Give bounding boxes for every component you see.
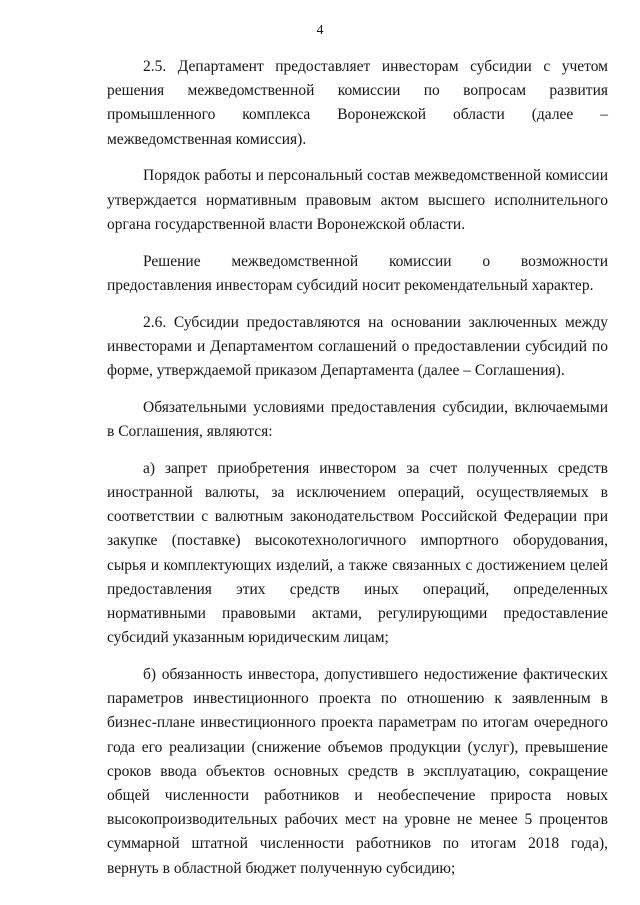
paragraph-2-5: 2.5. Департамент предоставляет инвесторам субсидии с учетом решения межведомственной комиссии по вопросам развития промышленного комплекса Воронежской области (далее – межведомственная комиссия). bbox=[107, 58, 608, 148]
paragraph-commission-decision: Решение межведомственной комиссии о возможности предоставления инвесторам субсидий носит рекомендательный характер. bbox=[107, 252, 608, 294]
paragraph-condition-a: а) запрет приобретения инвестором за счет полученных средств иностранной валюты, за исключением операций, осуществляемых в соответствии с валютным законодательством Российской Федерации при закупке (поставке) высокотехнологичного импортного оборудования, сырья и комплектующих изделий, а также связанных с достижением целей предоставления этих средств иных операций, определенных нормативными правовыми актами, регулирующими предоставление субсидий указанным юридическим лицам; bbox=[107, 459, 608, 647]
page-number: 4 bbox=[316, 23, 324, 38]
paragraph-mandatory-conditions: Обязательными условиями предоставления субсидии, включаемыми в Соглашения, являются: bbox=[107, 398, 608, 441]
paragraph-commission-procedure: Порядок работы и персональный состав межведомственной комиссии утверждается нормативным правовым актом высшего исполнительного органа государственной власти Воронежской области. bbox=[107, 167, 608, 233]
paragraph-2-6: 2.6. Субсидии предоставляются на основании заключенных между инвесторами и Департаментом соглашений о предоставлении субсидий по форме, утверждаемой приказом Департамента (далее – Соглашения). bbox=[107, 313, 608, 380]
document-body bbox=[107, 55, 608, 881]
paragraph-condition-b: б) обязанность инвестора, допустившего недостижение фактических параметров инвестиционного проекта по отношению к заявленным в бизнес-плане инвестиционного проекта параметрам по итогам очередного года его реализации (снижение объемов продукции (услуг), превышение сроков ввода объектов основных средств в эксплуатацию, сокращение общей численности работников и необеспечение прироста новых высокопроизводительных рабочих мест на уровне не менее 5 процентов суммарной штатной численности работников по итогам 2018 года), вернуть в областной бюджет полученную субсидию; bbox=[107, 666, 608, 877]
